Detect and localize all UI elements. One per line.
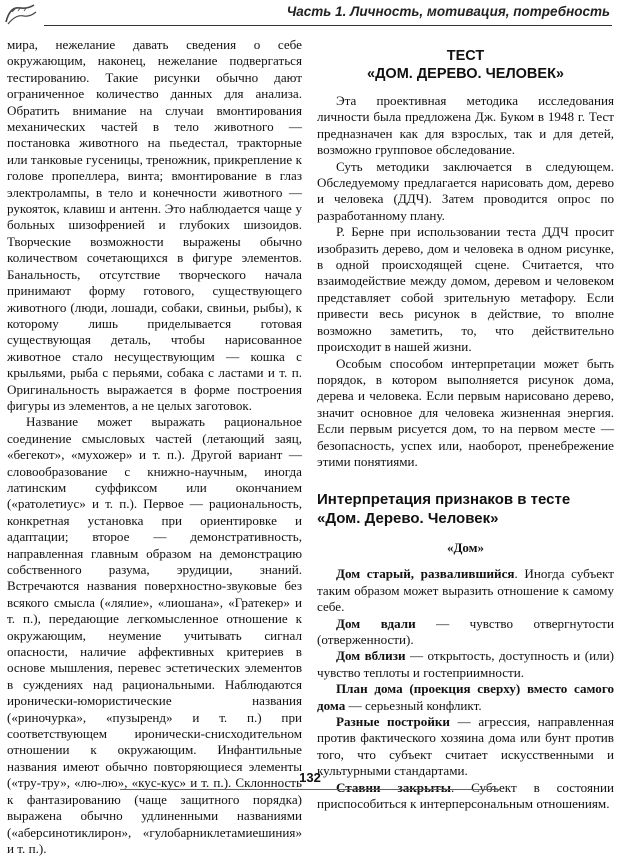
list-item <box>317 681 614 714</box>
test-title-line-1: ТЕСТ <box>446 48 485 64</box>
item-text: . Иногда субъект таким образом может выразить отношение к самому себе. <box>317 566 614 615</box>
item-text: — агрессия, направленная против фактического хозяина дома или бунт против того, что субъект считает искусственными и культурными стандартами. <box>317 714 614 779</box>
item-term: Дом вдали <box>336 615 416 631</box>
footer-rule <box>120 789 500 790</box>
page-number: 132 <box>299 770 321 785</box>
right-column <box>317 37 614 812</box>
right-paragraph-4: Особым способом интерпретации может быть порядок, в котором выполняется рисунок дома, дерева и человека. Если первым нарисовано дерево, значит основное для человека жизненная энергия. Если первым рисуется дом, то на первом месте — безопасность, успех или, наоборот, пренебрежение этими понятиями. <box>317 355 614 469</box>
left-column <box>7 37 302 857</box>
running-header-title: Часть 1. Личность, мотивация, потребность <box>286 4 610 19</box>
right-paragraph-2: Суть методики заключается в следующем. Обследуемому предлагается нарисовать дом, дерево и человека (ДДЧ). Затем проводится опрос по разработанному плану. <box>317 158 614 223</box>
list-item <box>317 616 614 649</box>
item-text: — серьезный конфликт. <box>345 697 482 713</box>
item-term: Дом старый, развалившийся <box>336 566 515 582</box>
header-rule <box>44 25 612 26</box>
test-title-line-2: «ДОМ. ДЕРЕВО. ЧЕЛОВЕК» <box>367 66 564 82</box>
item-text: . Субъект в состоянии приспособиться к интерперсональным отношениям. <box>317 779 615 812</box>
right-paragraph-3: Р. Берне при использовании теста ДДЧ просит изобразить дерево, дом и человека в одном рисунке, в одной происходящей сцене. Считается, что взаимодействие между домом, деревом и человеком представляет собой зрительную метафору. Если привести весь рисунок в действие, то вполне возможно заметить, то, что действительно происходит в нашей жизни. <box>317 224 614 355</box>
item-text: — чувство отвергнутости (отверженности). <box>317 615 614 647</box>
page-header <box>0 0 620 30</box>
item-term: План дома (проекция сверху) вместо самого дома <box>317 681 614 713</box>
list-item <box>317 566 614 615</box>
item-term: Ставни закрыты <box>336 779 451 795</box>
item-text: — открытость, доступность и (или) чувство теплоты и гостеприимности. <box>317 648 614 680</box>
right-paragraph-1: Эта проективная методика исследования личности была предложена Дж. Буком в 1948 г. Тест предназначен как для взрослых, так и для детей, возможно групповое обследование. <box>317 93 614 158</box>
left-paragraph-1: мира, нежелание давать сведения о себе окружающим, наконец, нежелание подвергаться тестированию. Такие рисунки обычно дают ограниченное количество данных для анализа. Обратить внимание на случаи вмонтирования механических частей в тело животного — постановка животного на пьедестал, тракторные или танковые гусеницы, треножник, прикрепление к голове пропеллера, винта; вмонтирование в глаз электролампы, в тело и конечности животного — рукояток, клавиш и антенн. Это наблюдается чаще у больных шизофренией и глубоких шизоидов. Творческие возможности выражены обычно количеством сочетающихся в фигуре элементов. Банальность, отсутствие творческого начала принимают форму готового, существующего животного (люди, лошади, собаки, свиньи, рыбы), к которому лишь приделывается готовая существующая деталь, чтобы нарисованное животное стало несуществующим — кошка с крыльями, рыба с перьями, собака с ластами и т. п. Оригинальность выражается в форме построения фигуры из элементов, а не целых заготовок. <box>7 37 302 413</box>
left-paragraph-2: Название может выражать рациональное соединение смысловых частей (летающий заяц, «бегекот», «мухожер» и т. п.). Другой вариант — словообразование с книжно-научным, иногда латинским суффиксом или окончанием («ратолетиус» и т. п.). Первое — рациональность, конкретная установка при ориентировке и адаптации; второе — демонстративность, направленная главным образом на демонстрацию собственного разума, эрудиции, знаний. Встречаются названия поверхностно-звуковые без всякого смысла («лялие», «лиошана», «Гратекер» и т. п.), передающие легкомысленное отношение к окружающим, неумение учитывать сигнал опасности, наличие аффективных критериев в основе мышления, перевес эстетических элементов в суждениях над рациональными. Наблюдаются иронически-юмористические названия («риночурка», «пузыренд» и т. п.) при соответствующем иронически-снисходительном отношении к окружающим. Инфантильные названия имеют обычно повторяющиеся элементы («тру-тру», «лю-лю», «кус-кус» и т. п.). Склонность к фантазированию (чаще защитного порядка) выражена обычно удлиненными названиями («аберсинотиклирон», «гулобарниклетамиешиния» и т. п.). <box>7 414 302 856</box>
item-term: Дом вблизи <box>336 648 406 664</box>
item-term: Разные постройки <box>336 714 450 729</box>
subheading-dom: «Дом» <box>446 540 485 556</box>
test-title <box>317 47 614 83</box>
section-heading: Интерпретация признаков в тесте «Дом. Дерево. Человек» <box>317 491 571 528</box>
list-item <box>317 648 614 681</box>
